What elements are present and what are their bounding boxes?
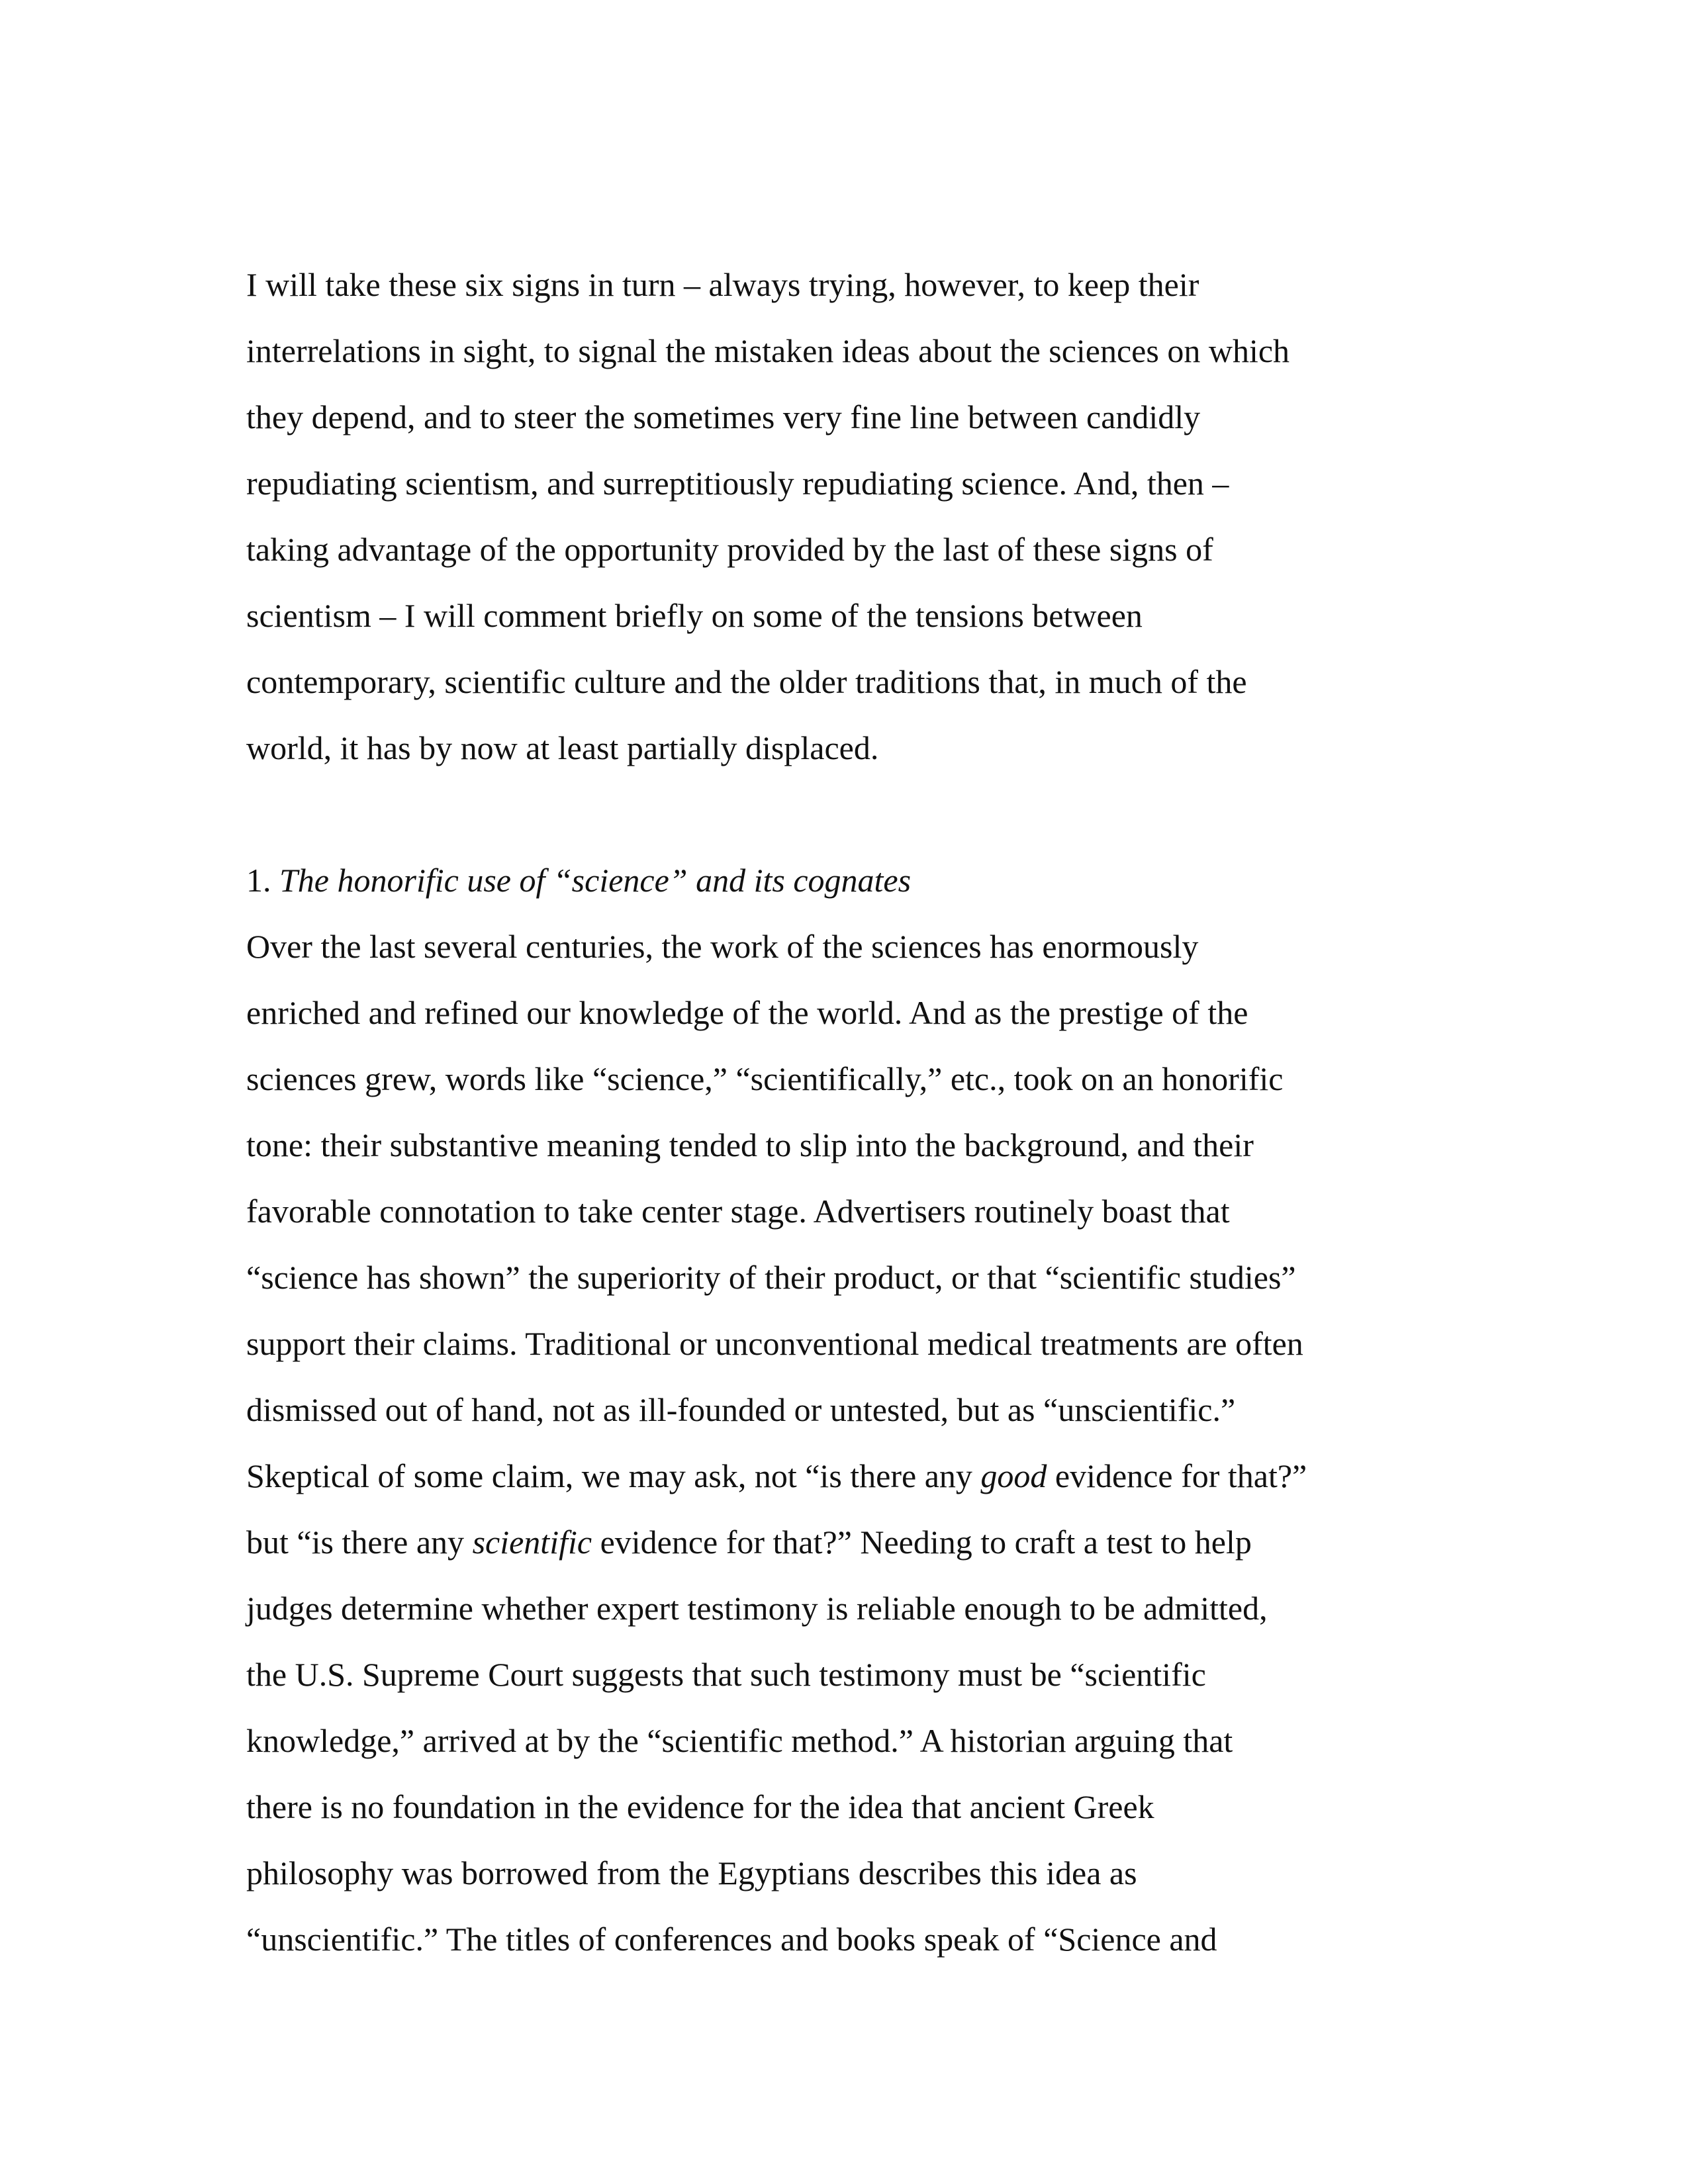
paragraph-line: “science has shown” the superiority of their product, or that “scientific studies” xyxy=(246,1259,1296,1296)
section-number: 1. xyxy=(246,862,271,899)
paragraph-line: there is no foundation in the evidence for the idea that ancient Greek xyxy=(246,1788,1154,1825)
paragraph-line: but “is there any scientific evidence for that?” Needing to craft a test to help xyxy=(246,1524,1252,1561)
paragraph-line: tone: their substantive meaning tended to slip into the background, and their xyxy=(246,1126,1254,1163)
paragraph-line: judges determine whether expert testimony is reliable enough to be admitted, xyxy=(246,1590,1268,1627)
paragraph-line: I will take these six signs in turn – always trying, however, to keep their xyxy=(246,266,1199,303)
paragraph-line: the U.S. Supreme Court suggests that such testimony must be “scientific xyxy=(246,1656,1206,1693)
paragraph-line: scientism – I will comment briefly on some of the tensions between xyxy=(246,597,1143,634)
paragraph-line: contemporary, scientific culture and the older traditions that, in much of the xyxy=(246,663,1247,700)
paragraph-line: philosophy was borrowed from the Egyptians describes this idea as xyxy=(246,1854,1137,1891)
emphasis-scientific: scientific xyxy=(472,1524,592,1561)
paragraph-line: dismissed out of hand, not as ill-founded or untested, but as “unscientific.” xyxy=(246,1391,1236,1428)
paragraph-line: enriched and refined our knowledge of the world. And as the prestige of the xyxy=(246,994,1248,1031)
paragraph-line: knowledge,” arrived at by the “scientific method.” A historian arguing that xyxy=(246,1722,1233,1759)
paragraph-line: world, it has by now at least partially displaced. xyxy=(246,729,879,766)
paragraph-line: favorable connotation to take center stage. Advertisers routinely boast that xyxy=(246,1193,1230,1230)
paragraph-line: Skeptical of some claim, we may ask, not “is there any good evidence for that?” xyxy=(246,1457,1307,1494)
paragraph-line: support their claims. Traditional or unconventional medical treatments are often xyxy=(246,1325,1303,1362)
paragraph-line: taking advantage of the opportunity provided by the last of these signs of xyxy=(246,531,1213,568)
paragraph-line: repudiating scientism, and surreptitiously repudiating science. And, then – xyxy=(246,465,1229,502)
paragraph-line: Over the last several centuries, the work of the sciences has enormously xyxy=(246,928,1199,965)
paragraph-line: interrelations in sight, to signal the mistaken ideas about the sciences on which xyxy=(246,332,1290,369)
paragraph-line: “unscientific.” The titles of conferences and books speak of “Science and xyxy=(246,1921,1217,1958)
section-1 xyxy=(246,847,1438,1972)
section-heading xyxy=(246,847,1438,913)
paragraph-line: sciences grew, words like “science,” “scientifically,” etc., took on an honorific xyxy=(246,1060,1284,1097)
emphasis-good: good xyxy=(980,1457,1047,1494)
section-title: The honorific use of “science” and its cognates xyxy=(279,862,912,899)
intro-paragraph xyxy=(246,251,1438,781)
paragraph-line: they depend, and to steer the sometimes very fine line between candidly xyxy=(246,398,1201,435)
